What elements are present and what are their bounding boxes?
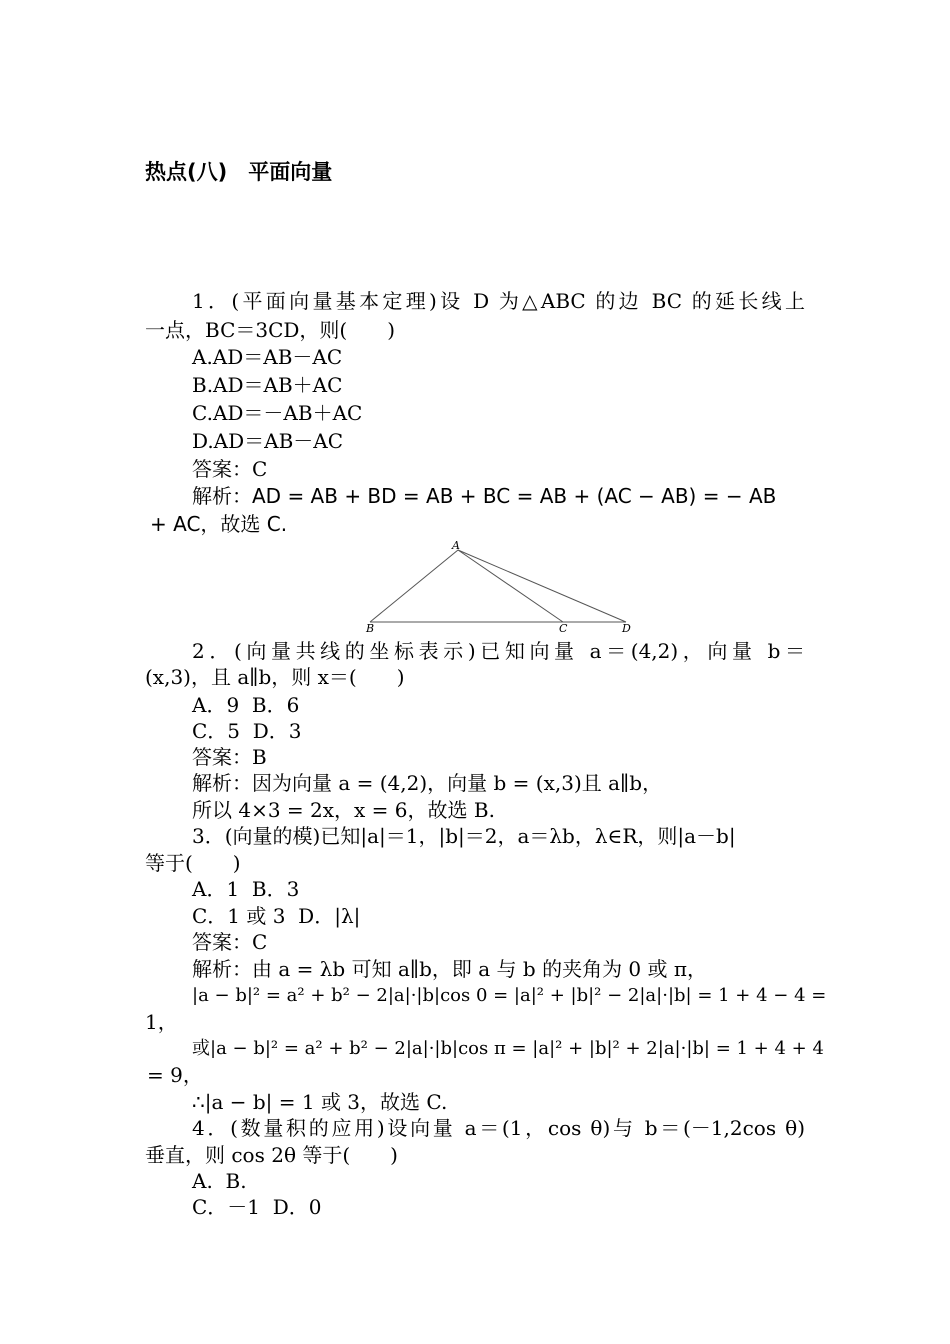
q3-analysis-line5: = 9，: [147, 1063, 203, 1087]
q3-analysis-line2: |a − b|² = a² + b² − 2|a|·|b|cos 0 = |a|² + |b|² − 2|a|·|b| = 1 + 4 − 4 =: [192, 985, 827, 1006]
q1-option-a: A.AD＝AB－AC: [192, 345, 343, 369]
segment-ad: [458, 550, 626, 622]
q3-stem-line2: 等于( ): [145, 851, 241, 875]
segment-ab: [370, 550, 458, 622]
q2-analysis-line2: 所以 4×3 = 2x，x = 6，故选 B.: [192, 798, 495, 822]
q1-option-d: D.AD＝AB－AC: [192, 429, 344, 453]
q3-options-row2: C．1 或 3 D．|λ|: [192, 904, 361, 928]
q1-analysis-line2: + AC，故选 C.: [150, 512, 288, 536]
q3-stem-line1: 3．(向量的模)已知|a|＝1，|b|＝2，a＝λb，λ∈R，则|a－b|: [192, 824, 736, 848]
q3-analysis-line3: 1，: [145, 1010, 178, 1034]
q3-analysis-line1: 解析：由 a = λb 可知 a∥b，即 a 与 b 的夹角为 0 或 π，: [192, 957, 708, 981]
q1-stem-line1: 1．(平面向量基本定理)设 D 为△ABC 的边 BC 的延长线上: [192, 289, 805, 313]
q2-options-row2: C．5 D．3: [192, 719, 302, 743]
q2-stem-line2: (x,3)，且 a∥b，则 x＝( ): [145, 665, 405, 689]
q2-stem-line1: 2．(向量共线的坐标表示)已知向量 a＝(4,2)，向量 b＝: [192, 639, 805, 663]
q1-option-b: B.AD＝AB＋AC: [192, 373, 343, 397]
q1-analysis-line1: 解析：AD = AB + BD = AB + BC = AB + (AC − AB) = − AB: [192, 484, 777, 508]
q1-answer: 答案：C: [192, 457, 268, 481]
q1-option-c: C.AD＝－AB＋AC: [192, 401, 363, 425]
label-d: D: [622, 622, 631, 634]
q4-options-row2: C．－1 D．0: [192, 1195, 322, 1219]
q2-options-row1: A．9 B．6: [192, 693, 300, 717]
segment-ac: [458, 550, 563, 622]
label-b: B: [366, 622, 375, 634]
label-a: A: [452, 539, 460, 552]
q3-analysis-line4: 或|a − b|² = a² + b² − 2|a|·|b|cos π = |a|² + |b|² + 2|a|·|b| = 1 + 4 + 4: [192, 1038, 824, 1059]
q3-answer: 答案：C: [192, 930, 268, 954]
triangle-figure: [360, 538, 640, 634]
page-title: 热点(八) 平面向量: [145, 160, 333, 184]
q3-options-row1: A．1 B．3: [192, 877, 300, 901]
label-c: C: [559, 622, 568, 634]
q4-stem-line1: 4．(数量积的应用)设向量 a＝(1，cos θ)与 b＝(－1,2cos θ): [192, 1116, 805, 1140]
q4-stem-line2: 垂直，则 cos 2θ 等于( ): [145, 1143, 398, 1167]
q3-analysis-line6: ∴|a − b| = 1 或 3，故选 C.: [192, 1090, 448, 1114]
q4-options-row1: A. B.: [192, 1169, 247, 1193]
q2-answer: 答案：B: [192, 745, 267, 769]
q2-analysis-line1: 解析：因为向量 a = (4,2)，向量 b = (x,3)且 a∥b，: [192, 771, 663, 795]
q1-stem-line2: 一点，BC＝3CD，则( ): [145, 318, 396, 342]
